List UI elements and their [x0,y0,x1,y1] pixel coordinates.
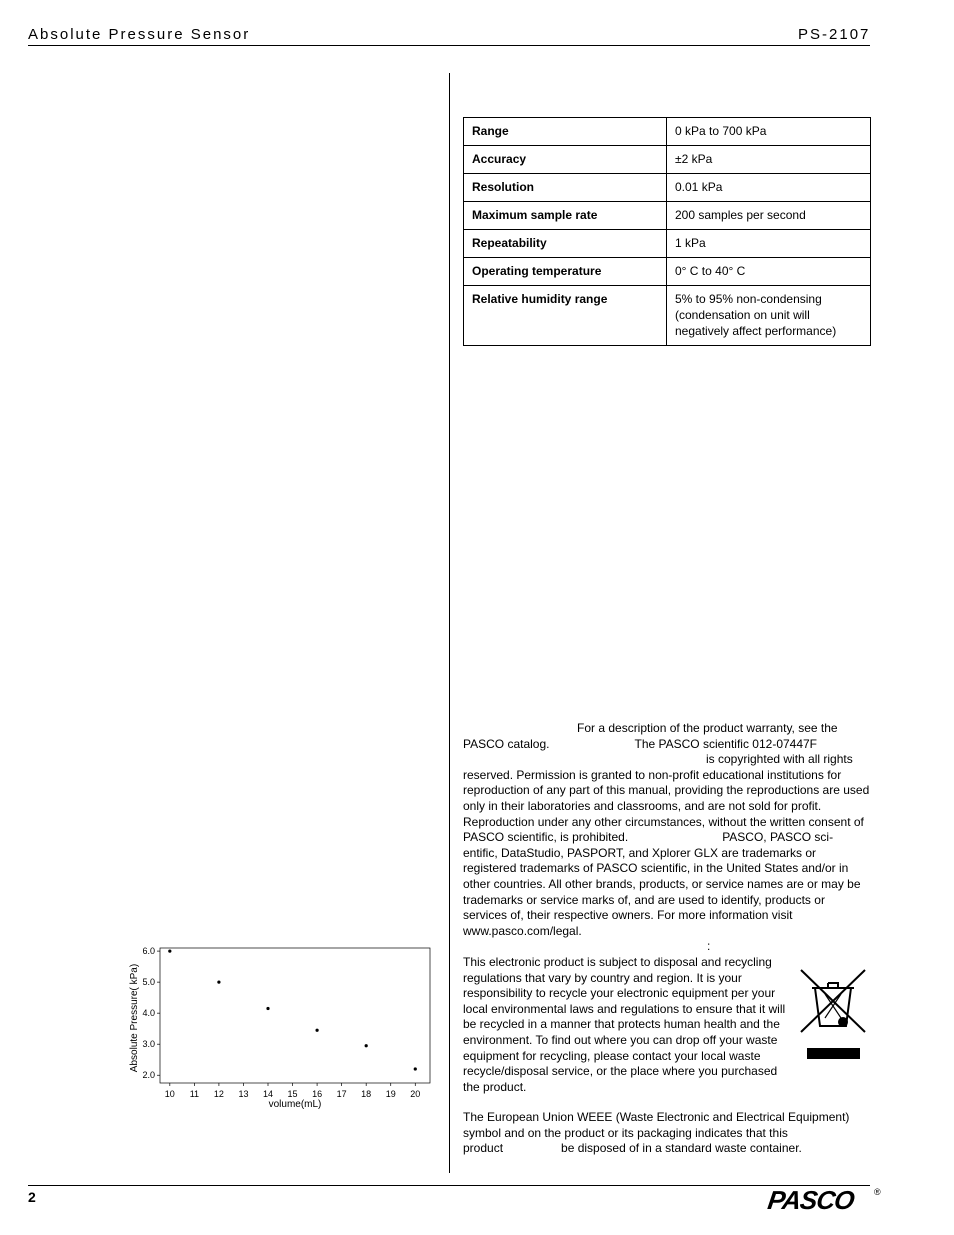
pasco-logo: PASCO [765,1185,856,1215]
spec-row [464,202,871,230]
x-tick-label: 13 [238,1089,249,1099]
data-point [315,1029,318,1032]
x-tick-label: 20 [410,1089,421,1099]
y-axis-label: Absolute Pressure( kPa) [129,963,140,1073]
warranty-line: For a description of the product warranty, see the [577,721,838,735]
spec-label: Maximum sample rate [464,202,667,230]
spec-label: Resolution [464,174,667,202]
x-tick-label: 11 [189,1089,200,1099]
footer-rule [28,1185,870,1186]
spec-label: Operating temperature [464,258,667,286]
spec-value: 200 samples per second [667,202,871,230]
model-number: PS-2107 [798,26,871,43]
x-tick-label: 17 [336,1089,347,1099]
pressure-volume-chart [120,945,440,1115]
crossed-out-bin-icon [799,966,867,1060]
header-rule [28,45,870,46]
plot-frame [160,948,430,1083]
registered-mark: ® [874,1187,881,1197]
x-tick-label: 14 [262,1089,274,1099]
disposal-heading-colon: : [707,939,711,954]
data-point [168,950,171,953]
weee-text [463,1110,871,1157]
spec-value: 0 kPa to 700 kPa [667,118,871,146]
eu-weee-text: The European Union WEEE (Waste Electronic and Electrical Equipment) symbol and on the product or its packaging indicates that this [463,1110,850,1140]
spec-label: Accuracy [464,146,667,174]
spec-label: Range [464,118,667,146]
y-tick-label: 5.0 [142,977,155,988]
spec-value: 0.01 kPa [667,174,871,202]
spec-value: ±2 kPa [667,146,871,174]
spec-row [464,286,871,346]
data-point [414,1067,417,1070]
spec-value: 1 kPa [667,230,871,258]
y-tick-label: 4.0 [142,1008,155,1019]
x-tick-label: 16 [312,1089,323,1099]
weee-product-line: product be disposed of in a standard waste container. [463,1141,802,1156]
x-tick-label: 10 [164,1089,175,1099]
data-point [217,981,220,984]
x-tick-label: 15 [287,1089,298,1099]
copyright-text: reserved. Permission is granted to non-profit educational institutions for reproduction of any part of this manual, providing the reproductions are used only in their laboratories and classrooms, and are not sold for profit. Reproduction under any other circumstances, without the written consent of PASCO scientific, is prohibited. PASCO, PASCO sci- entific, DataStudio, PASPORT, and Xplorer GLX are trademarks or registered trademarks of PASCO scientific, in the United States and/or in other countries. All other brands, products, or service names are or may be trademarks or service marks of, and are used to identify, products or services of, their respective owners. For more information visit www.pasco.com/legal. [463,767,870,938]
y-tick-label: 6.0 [142,946,155,957]
legal-text [463,721,871,955]
spec-row [464,230,871,258]
spec-row [464,146,871,174]
page-header-title: Absolute Pressure Sensor [28,26,251,43]
spec-row [464,118,871,146]
spec-label: Repeatability [464,230,667,258]
page-number: 2 [28,1189,36,1205]
specifications-table [463,117,871,346]
spec-value: 0° C to 40° C [667,258,871,286]
warranty-line-2: PASCO catalog. The PASCO scientific 012-07447F [463,736,818,751]
data-point [266,1007,269,1010]
x-tick-label: 19 [385,1089,396,1099]
x-axis-label: volume(mL) [268,1099,322,1110]
spec-label: Relative humidity range [464,286,667,346]
disposal-text: This electronic product is subject to disposal and recycling regulations that vary by country and region. It is your responsibility to recycle your electronic equipment per your local environmental laws and regulations to ensure that it will be recycled in a manner that protects human health and the environment. To find out where you can drop off your waste equipment for recycling, please contact your local waste recycle/disposal service, or the place where you purchased the product. [463,955,786,1094]
copyright-line: is copyrighted with all rights [706,752,853,767]
data-point [365,1044,368,1047]
spec-row [464,258,871,286]
x-tick-label: 12 [213,1089,224,1099]
spec-value: 5% to 95% non-condensing (condensation on unit will negatively affect performance) [667,286,871,346]
column-divider [449,73,450,1173]
spec-row [464,174,871,202]
y-tick-label: 3.0 [142,1039,155,1050]
x-tick-label: 18 [361,1089,372,1099]
y-tick-label: 2.0 [142,1070,155,1081]
